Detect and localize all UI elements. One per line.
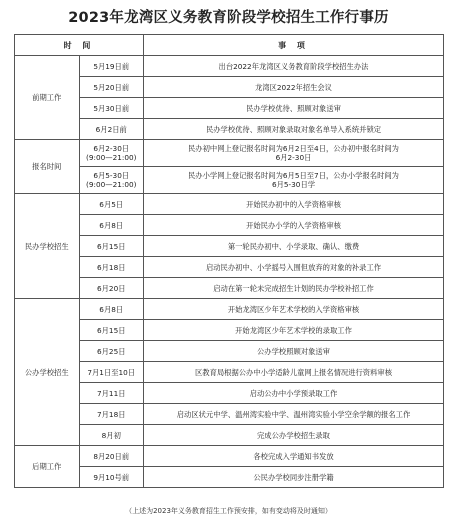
event-text-continued: 6月2-30日 xyxy=(275,153,312,162)
event-cell xyxy=(144,362,444,383)
time-text: 6月15日 xyxy=(96,325,126,335)
event-text: 开始龙湾区少年艺术学校的录取工作 xyxy=(235,325,352,335)
event-text: 民办初中网上登记报名时间为6月2日至4日，公办初中报名时间为 xyxy=(188,144,399,153)
time-hours-text: (9:00—21:00) xyxy=(86,180,137,189)
time-text: 7月11日 xyxy=(96,388,126,398)
table-row xyxy=(15,362,444,383)
table-row xyxy=(15,278,444,299)
event-column-header: 事 项 xyxy=(144,35,444,56)
event-cell xyxy=(144,236,444,257)
event-cell xyxy=(144,425,444,446)
time-text: 6月8日 xyxy=(99,220,124,230)
event-cell xyxy=(144,467,444,488)
time-text: 8月20日前 xyxy=(93,451,130,461)
phase-cell: 后期工作 xyxy=(15,446,80,488)
table-row xyxy=(15,257,444,278)
time-cell xyxy=(79,236,144,257)
time-cell xyxy=(79,362,144,383)
table-row xyxy=(15,56,444,77)
time-text: 8月初 xyxy=(101,430,121,440)
event-cell xyxy=(144,383,444,404)
table-row xyxy=(15,425,444,446)
time-cell xyxy=(79,98,144,119)
time-cell xyxy=(79,383,144,404)
table-row xyxy=(15,404,444,425)
time-cell xyxy=(79,77,144,98)
event-text: 完成公办学校招生录取 xyxy=(257,430,330,440)
schedule-body xyxy=(15,56,444,488)
event-cell xyxy=(144,257,444,278)
document-title: 2023年龙湾区义务教育阶段学校招生工作行事历 xyxy=(68,10,389,26)
event-cell xyxy=(144,320,444,341)
time-text: 6月25日 xyxy=(96,346,126,356)
time-text: 6月2日前 xyxy=(95,124,127,134)
time-cell xyxy=(79,341,144,362)
time-cell xyxy=(79,56,144,77)
time-cell xyxy=(79,257,144,278)
table-header-row xyxy=(15,35,444,56)
event-text: 民办学校优待、照顾对象送审 xyxy=(246,103,341,113)
time-text: 5月30日前 xyxy=(93,103,130,113)
event-cell xyxy=(144,278,444,299)
time-text: 5月19日前 xyxy=(93,61,130,71)
event-cell xyxy=(144,194,444,215)
event-cell xyxy=(144,98,444,119)
event-cell xyxy=(144,56,444,77)
table-row xyxy=(15,215,444,236)
time-cell xyxy=(79,119,144,140)
event-text: 启动民办初中、小学摇号入围但放弃的对象的补录工作 xyxy=(205,262,382,272)
time-cell xyxy=(79,194,144,215)
table-row xyxy=(15,194,444,215)
time-cell xyxy=(79,425,144,446)
event-text: 民办学校优待、照顾对象录取对象名单导入系统并锁定 xyxy=(205,124,382,134)
time-text: 9月10号前 xyxy=(93,472,130,482)
time-cell xyxy=(79,278,144,299)
table-row xyxy=(15,320,444,341)
table-row xyxy=(15,299,444,320)
footer-note: （上述为2023年义务教育招生工作预安排，如有变动将及时通知） xyxy=(125,507,332,515)
time-text: 6月2-30日 xyxy=(93,144,130,153)
event-cell xyxy=(144,77,444,98)
time-cell xyxy=(79,467,144,488)
table-row xyxy=(15,98,444,119)
event-text: 出台2022年龙湾区义务教育阶段学校招生办法 xyxy=(218,61,369,71)
event-text: 开始民办小学的入学资格审核 xyxy=(246,220,341,230)
time-text: 6月18日 xyxy=(96,262,126,272)
event-text-continued: 6月5-30日学 xyxy=(271,180,316,189)
phase-cell: 前期工作 xyxy=(15,56,80,140)
table-row xyxy=(15,140,444,167)
event-cell xyxy=(144,404,444,425)
phase-cell: 民办学校招生 xyxy=(15,194,80,299)
time-text: 6月20日 xyxy=(96,283,126,293)
table-row xyxy=(15,167,444,194)
event-text: 启动在第一轮未完成招生计划的民办学校补招工作 xyxy=(213,283,374,293)
event-text: 开始民办初中的入学资格审核 xyxy=(246,199,341,209)
time-cell xyxy=(79,167,144,194)
event-text: 各校完成入学通知书发放 xyxy=(253,451,334,461)
table-row xyxy=(15,236,444,257)
table-row xyxy=(15,341,444,362)
time-text: 7月18日 xyxy=(96,409,126,419)
table-row xyxy=(15,446,444,467)
event-text: 开始龙湾区少年艺术学校的入学资格审核 xyxy=(227,304,360,314)
time-cell xyxy=(79,140,144,167)
event-text: 第一轮民办初中、小学录取、确认、缴费 xyxy=(227,241,360,251)
time-cell xyxy=(79,404,144,425)
time-text: 6月15日 xyxy=(96,241,126,251)
event-text: 民办小学网上登记报名时间为6月5日至7日，公办小学报名时间为 xyxy=(188,171,399,180)
time-hours-text: (9:00—21:00) xyxy=(86,153,137,162)
event-cell xyxy=(144,341,444,362)
phase-cell: 报名时间 xyxy=(15,140,80,194)
table-row xyxy=(15,77,444,98)
event-cell xyxy=(144,299,444,320)
time-text: 6月5-30日 xyxy=(93,171,130,180)
time-cell xyxy=(79,320,144,341)
table-row xyxy=(15,467,444,488)
schedule-table xyxy=(14,34,444,488)
event-text: 启动区状元中学、温州湾实验中学、温州湾实验小学空余学额的报名工作 xyxy=(176,409,411,419)
event-text: 启动公办中小学预录取工作 xyxy=(249,388,338,398)
event-text: 龙湾区2022年招生会议 xyxy=(255,82,332,92)
time-column-header: 时 间 xyxy=(15,35,144,56)
time-text: 5月20日前 xyxy=(93,82,130,92)
event-cell xyxy=(144,446,444,467)
event-text: 公民办学校同步注册学籍 xyxy=(253,472,334,482)
table-row xyxy=(15,119,444,140)
time-text: 7月1日至10日 xyxy=(87,367,136,377)
time-text: 6月5日 xyxy=(99,199,124,209)
event-cell xyxy=(144,140,444,167)
table-row xyxy=(15,383,444,404)
time-text: 6月8日 xyxy=(99,304,124,314)
event-cell xyxy=(144,167,444,194)
time-cell xyxy=(79,215,144,236)
event-cell xyxy=(144,119,444,140)
time-cell xyxy=(79,299,144,320)
phase-cell: 公办学校招生 xyxy=(15,299,80,446)
time-cell xyxy=(79,446,144,467)
event-cell xyxy=(144,215,444,236)
event-text: 区教育局根据公办中小学适龄儿童网上报名情况进行资料审核 xyxy=(194,367,392,377)
event-text: 公办学校照顾对象送审 xyxy=(257,346,330,356)
